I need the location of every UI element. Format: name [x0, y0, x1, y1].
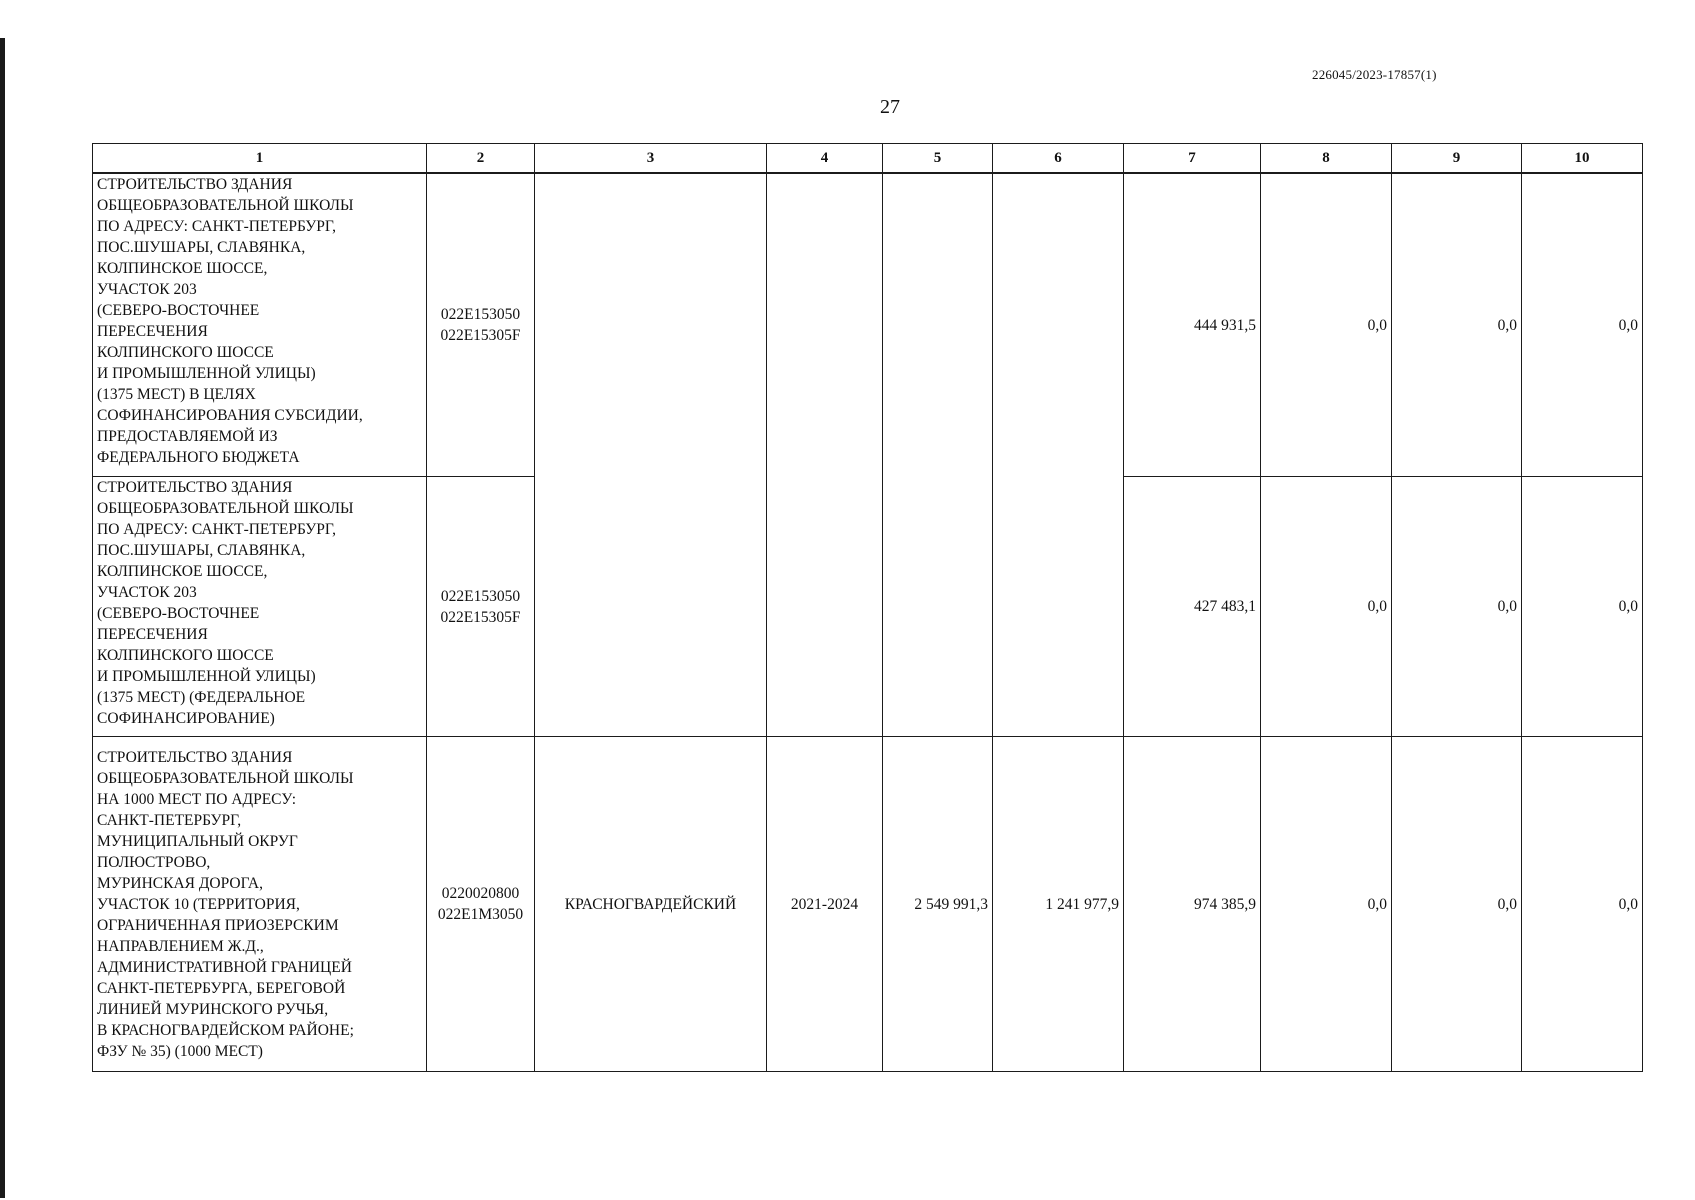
budget-code: 022E15305F	[440, 608, 521, 626]
funding-cell: 1 241 977,9	[993, 737, 1124, 1072]
object-name-line: ПОС.ШУШАРЫ, СЛАВЯНКА,	[97, 542, 306, 559]
budget-code: 022E153050	[440, 306, 521, 323]
object-name-line: ОБЩЕОБРАЗОВАТЕЛЬНОЙ ШКОЛЫ	[97, 197, 354, 214]
object-name-line: МУРИНСКАЯ ДОРОГА,	[97, 874, 263, 892]
district-cell-merged	[535, 173, 767, 737]
column-header: 8	[1261, 144, 1392, 174]
object-name-line: ФЕДЕРАЛЬНОГО БЮДЖЕТА	[97, 449, 300, 466]
object-name-line: ПЕРЕСЕЧЕНИЯ	[97, 626, 208, 643]
page-number: 27	[880, 96, 900, 118]
document-number: 226045/2023-17857(1)	[1312, 67, 1437, 82]
amount-col9: 0,0	[1392, 477, 1522, 737]
object-name-line: СТРОИТЕЛЬСТВО ЗДАНИЯ	[97, 176, 293, 193]
amount-col8: 0,0	[1261, 477, 1392, 737]
amount-col10: 0,0	[1522, 737, 1643, 1072]
amount-col9: 0,0	[1392, 737, 1522, 1072]
amount-col7: 974 385,9	[1124, 737, 1261, 1072]
object-name-line: АДМИНИСТРАТИВНОЙ ГРАНИЦЕЙ	[97, 958, 352, 976]
object-name-line: СОФИНАНСИРОВАНИЕ)	[97, 710, 275, 727]
object-name-cell	[93, 173, 427, 477]
period-cell: 2021-2024	[767, 737, 883, 1072]
budget-table	[92, 143, 1643, 1072]
object-name-line: НАПРАВЛЕНИЕМ Ж.Д.,	[97, 937, 264, 955]
estimated-cost-cell: 2 549 991,3	[883, 737, 993, 1072]
amount-col10: 0,0	[1522, 173, 1643, 477]
column-header: 9	[1392, 144, 1522, 174]
object-name-line: (1375 МЕСТ) (ФЕДЕРАЛЬНОЕ	[97, 689, 306, 706]
amount-col8: 0,0	[1261, 173, 1392, 477]
budget-code: 0220020800	[441, 885, 520, 902]
budget-code: 022E153050	[440, 587, 521, 605]
column-header: 2	[427, 144, 535, 174]
object-name-line: СОФИНАНСИРОВАНИЯ СУБСИДИИ,	[97, 407, 363, 424]
object-name-line: СТРОИТЕЛЬСТВО ЗДАНИЯ	[97, 748, 293, 766]
object-name-line: КОЛПИНСКОГО ШОССЕ	[97, 344, 274, 361]
column-header: 6	[993, 144, 1124, 174]
object-name-line: ПЕРЕСЕЧЕНИЯ	[97, 323, 208, 340]
object-name-line: В КРАСНОГВАРДЕЙСКОМ РАЙОНЕ;	[97, 1021, 354, 1039]
object-name-line: ПОЛЮСТРОВО,	[97, 853, 211, 871]
object-name-line: САНКТ-ПЕТЕРБУРГ,	[97, 811, 242, 829]
object-name-cell	[93, 737, 427, 1072]
object-name-line: (СЕВЕРО-ВОСТОЧНЕЕ	[97, 302, 260, 319]
object-name-line: ПО АДРЕСУ: САНКТ-ПЕТЕРБУРГ,	[97, 218, 336, 235]
column-header: 10	[1522, 144, 1643, 174]
estimated-cost-cell-merged	[883, 173, 993, 737]
column-header: 5	[883, 144, 993, 174]
object-name-line: ОБЩЕОБРАЗОВАТЕЛЬНОЙ ШКОЛЫ	[97, 769, 354, 787]
object-name-line: НА 1000 МЕСТ ПО АДРЕСУ:	[97, 790, 297, 808]
scan-edge-mark	[0, 38, 5, 1198]
table-row	[93, 173, 1643, 477]
object-name-line: ПРЕДОСТАВЛЯЕМОЙ ИЗ	[97, 428, 278, 445]
object-name-line: УЧАСТОК 203	[97, 281, 197, 298]
budget-code: 022E15305F	[440, 327, 521, 344]
object-name-line: ОБЩЕОБРАЗОВАТЕЛЬНОЙ ШКОЛЫ	[97, 500, 354, 517]
budget-code-cell	[427, 737, 535, 1072]
column-header: 3	[535, 144, 767, 174]
object-name-line: УЧАСТОК 10 (ТЕРРИТОРИЯ,	[97, 895, 300, 913]
amount-col7: 427 483,1	[1124, 477, 1261, 737]
amount-col7: 444 931,5	[1124, 173, 1261, 477]
column-header: 1	[93, 144, 427, 174]
object-name-line: МУНИЦИПАЛЬНЫЙ ОКРУГ	[97, 832, 298, 850]
object-name-line: КОЛПИНСКОГО ШОССЕ	[97, 647, 274, 664]
budget-code-cell	[427, 173, 535, 477]
object-name-line: ОГРАНИЧЕННАЯ ПРИОЗЕРСКИМ	[97, 916, 339, 934]
object-name-line: ЛИНИЕЙ МУРИНСКОГО РУЧЬЯ,	[97, 1000, 329, 1018]
amount-col8: 0,0	[1261, 737, 1392, 1072]
object-name-line: ФЗУ № 35) (1000 МЕСТ)	[97, 1042, 263, 1060]
amount-col10: 0,0	[1522, 477, 1643, 737]
table-header-row	[93, 144, 1643, 174]
object-name-line: КОЛПИНСКОЕ ШОССЕ,	[97, 260, 268, 277]
funding-cell-merged	[993, 173, 1124, 737]
object-name-line: ПОС.ШУШАРЫ, СЛАВЯНКА,	[97, 239, 306, 256]
budget-code: 022E1M3050	[437, 906, 524, 923]
district-cell: КРАСНОГВАРДЕЙСКИЙ	[535, 737, 767, 1072]
object-name-cell	[93, 477, 427, 737]
amount-col9: 0,0	[1392, 173, 1522, 477]
object-name-line: И ПРОМЫШЛЕННОЙ УЛИЦЫ)	[97, 668, 316, 685]
object-name-line: СТРОИТЕЛЬСТВО ЗДАНИЯ	[97, 479, 293, 496]
object-name-line: САНКТ-ПЕТЕРБУРГА, БЕРЕГОВОЙ	[97, 979, 346, 997]
period-cell-merged	[767, 173, 883, 737]
object-name-line: КОЛПИНСКОЕ ШОССЕ,	[97, 563, 268, 580]
object-name-line: И ПРОМЫШЛЕННОЙ УЛИЦЫ)	[97, 365, 316, 382]
object-name-line: (1375 МЕСТ) В ЦЕЛЯХ	[97, 386, 256, 403]
object-name-line: ПО АДРЕСУ: САНКТ-ПЕТЕРБУРГ,	[97, 521, 336, 538]
table-row	[93, 737, 1643, 1072]
object-name-line: (СЕВЕРО-ВОСТОЧНЕЕ	[97, 605, 260, 622]
object-name-line: УЧАСТОК 203	[97, 584, 197, 601]
column-header: 7	[1124, 144, 1261, 174]
budget-code-cell	[427, 477, 535, 737]
column-header: 4	[767, 144, 883, 174]
